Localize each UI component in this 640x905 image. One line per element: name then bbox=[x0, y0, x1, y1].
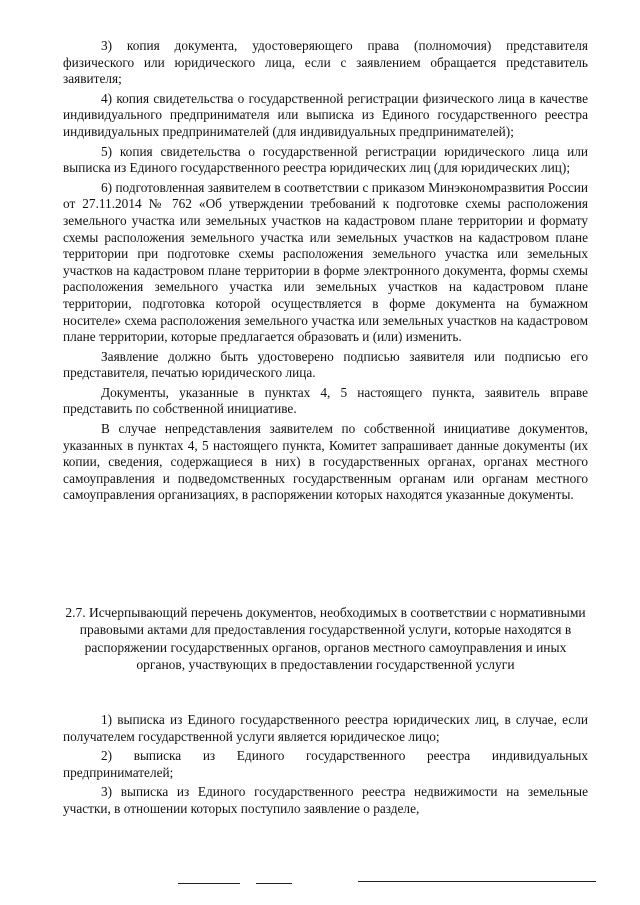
bottom-text-block bbox=[63, 712, 588, 818]
paragraph-item-3: 3) копия документа, удостоверяющего права (полномочия) представителя физического или юридического лица, если с заявлением обращается представитель заявителя; bbox=[63, 38, 588, 87]
footer-rule-mid bbox=[256, 883, 292, 884]
list-item-2: 2) выписка из Единого государственного реестра индивидуальных предпринимателей; bbox=[63, 748, 588, 780]
section-heading: 2.7. Исчерпывающий перечень документов, необходимых в соответствии с нормативными правовыми актами для предоставления государственной услуги, которые находятся в распоряжении государственных органов, органов местного самоуправления и иных органов, участвующих в предоставлении государственной услуги bbox=[65, 605, 586, 672]
footer-rule-right bbox=[358, 881, 596, 882]
paragraph-item-4: 4) копия свидетельства о государственной регистрации физического лица в качестве индивидуального предпринимателя или выписка из Единого государственного реестра индивидуальных предпринимателей (для индивидуальных предпринимателей); bbox=[63, 90, 588, 139]
paragraph-signature-note: Заявление должно быть удостоверено подписью заявителя или подписью его представителя, печатью юридического лица. bbox=[63, 348, 588, 381]
list-item-1: 1) выписка из Единого государственного реестра юридических лиц, в случае, если получателем государственной услуги является юридическое лицо; bbox=[63, 712, 588, 744]
paragraph-item-6: 6) подготовленная заявителем в соответствии с приказом Минэкономразвития России от 27.11.2014 № 762 «Об утверждении требований к подготовке схемы расположения земельного участка или земельных участков на кадастровом плане территории и формату схемы расположения земельного участка или земельных участков на кадастровом плане территории при подготовке схемы расположения земельного участка или земельных участков на кадастровом плане территории в форме электронного документа, формы схемы расположения земельного участка или земельных участков на кадастровом плане территории, подготовка которой осуществляется в форме документа на бумажном носителе» схема расположения земельного участка или земельных участков на кадастровом плане территории, которые предлагается образовать и (или) изменить. bbox=[63, 179, 588, 345]
paragraph-committee-request: В случае непредставления заявителем по собственной инициативе документов, указанных в пунктах 4, 5 настоящего пункта, Комитет запрашивает данные документы (их копии, сведения, содержащиеся в них) в государственных органах, органах местного самоуправления и подведомственных государственным органам или органам местного самоуправления организациях, в распоряжении которых находятся указанные документы. bbox=[63, 421, 588, 503]
list-item-3: 3) выписка из Единого государственного реестра недвижимости на земельные участки, в отношении которых поступило заявление о разделе, bbox=[63, 784, 588, 816]
paragraph-own-initiative: Документы, указанные в пунктах 4, 5 настоящего пункта, заявитель вправе представить по собственной инициативе. bbox=[63, 384, 588, 417]
top-text-block bbox=[63, 38, 588, 504]
paragraph-item-5: 5) копия свидетельства о государственной регистрации юридического лица или выписка из Единого государственного реестра юридических лиц (для юридических лиц); bbox=[63, 143, 588, 176]
footer-rule-left bbox=[178, 883, 240, 884]
